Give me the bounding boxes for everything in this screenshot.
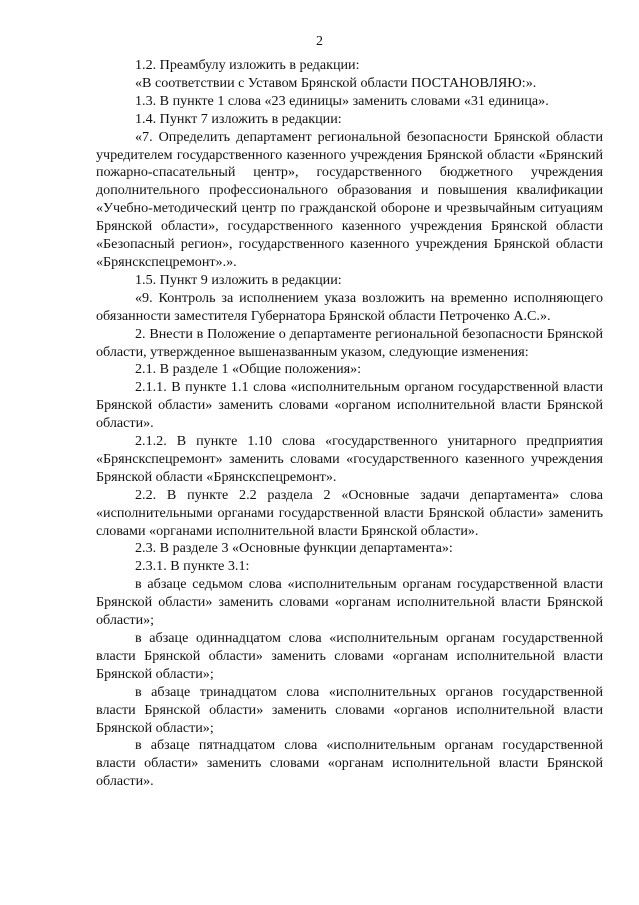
paragraph-point-7-quote: «7. Определить департамент региональной безопасности Брянской области учредителем государственного казенного учреждения Брянской области «Брянский пожарно-спасательный центр», государственного бюджетного учреждения дополнительного профессионального образования и повышения квалификации «Учебно-методический центр по гражданской обороне и чрезвычайным ситуациям Брянской области», государственного казенного учреждения Брянской области «Безопасный регион», государственного казенного учреждения Брянской области «Брянскспецремонт».». (96, 128, 603, 270)
paragraph-abzac-15: в абзаце пятнадцатом слова «исполнительным органам государственной власти области» заменить словами «органам исполнительной власти Брянской области». (96, 737, 603, 790)
paragraph-1-2: 1.2. Преамбулу изложить в редакции: (135, 57, 360, 73)
paragraph-2-1-2: 2.1.2. В пункте 1.10 слова «государственного унитарного предприятия «Брянскспецремонт» заменить словами «государственного казенного учреждения Брянской области «Брянскспецремонт». (96, 433, 603, 485)
paragraph-preamble-quote: «В соответствии с Уставом Брянской области ПОСТАНОВЛЯЮ:». (135, 74, 537, 91)
paragraph-2-1-1: 2.1.1. В пункте 1.1 слова «исполнительным органом государственной власти Брянской области» заменить словами «органом исполнительной власти Брянской области». (96, 379, 603, 432)
page-number: 2 (316, 34, 323, 49)
paragraph-1-4: 1.4. Пункт 7 изложить в редакции: (135, 110, 342, 127)
paragraph-1-3: 1.3. В пункте 1 слова «23 единицы» заменить словами «31 единица». (135, 92, 549, 109)
paragraph-point-9-quote: «9. Контроль за исполнением указа возложить на временно исполняющего обязанности заместителя Губернатора Брянской области Петроченко А.С.». (96, 289, 603, 324)
paragraph-abzac-7: в абзаце седьмом слова «исполнительным органам государственной власти Брянской области» заменить словами «органам исполнительной власти Брянской области»; (96, 576, 603, 629)
paragraph-1-5: 1.5. Пункт 9 изложить в редакции: (135, 271, 342, 288)
paragraph-abzac-11: в абзаце одиннадцатом слова «исполнительным органам государственной власти Брянской области» заменить словами «органам исполнительной власти Брянской области»; (96, 630, 603, 682)
paragraph-2-3: 2.3. В разделе 3 «Основные функции департамента»: (135, 540, 453, 557)
document-body (96, 57, 603, 791)
paragraph-abzac-13: в абзаце тринадцатом слова «исполнительных органов государственной власти Брянской области» заменить словами «органов исполнительной власти Брянской области»; (96, 683, 603, 736)
paragraph-2-1: 2.1. В разделе 1 «Общие положения»: (135, 361, 362, 378)
paragraph-2-3-1: 2.3.1. В пункте 3.1: (135, 558, 250, 575)
paragraph-2-2: 2.2. В пункте 2.2 раздела 2 «Основные задачи департамента» слова «исполнительными органами государственной власти Брянской области» заменить словами «органами исполнительной власти Брянской области». (96, 486, 603, 539)
paragraph-2: 2. Внести в Положение о департаменте региональной безопасности Брянской области, утвержденное вышеназванным указом, следующие изменения: (96, 325, 603, 360)
